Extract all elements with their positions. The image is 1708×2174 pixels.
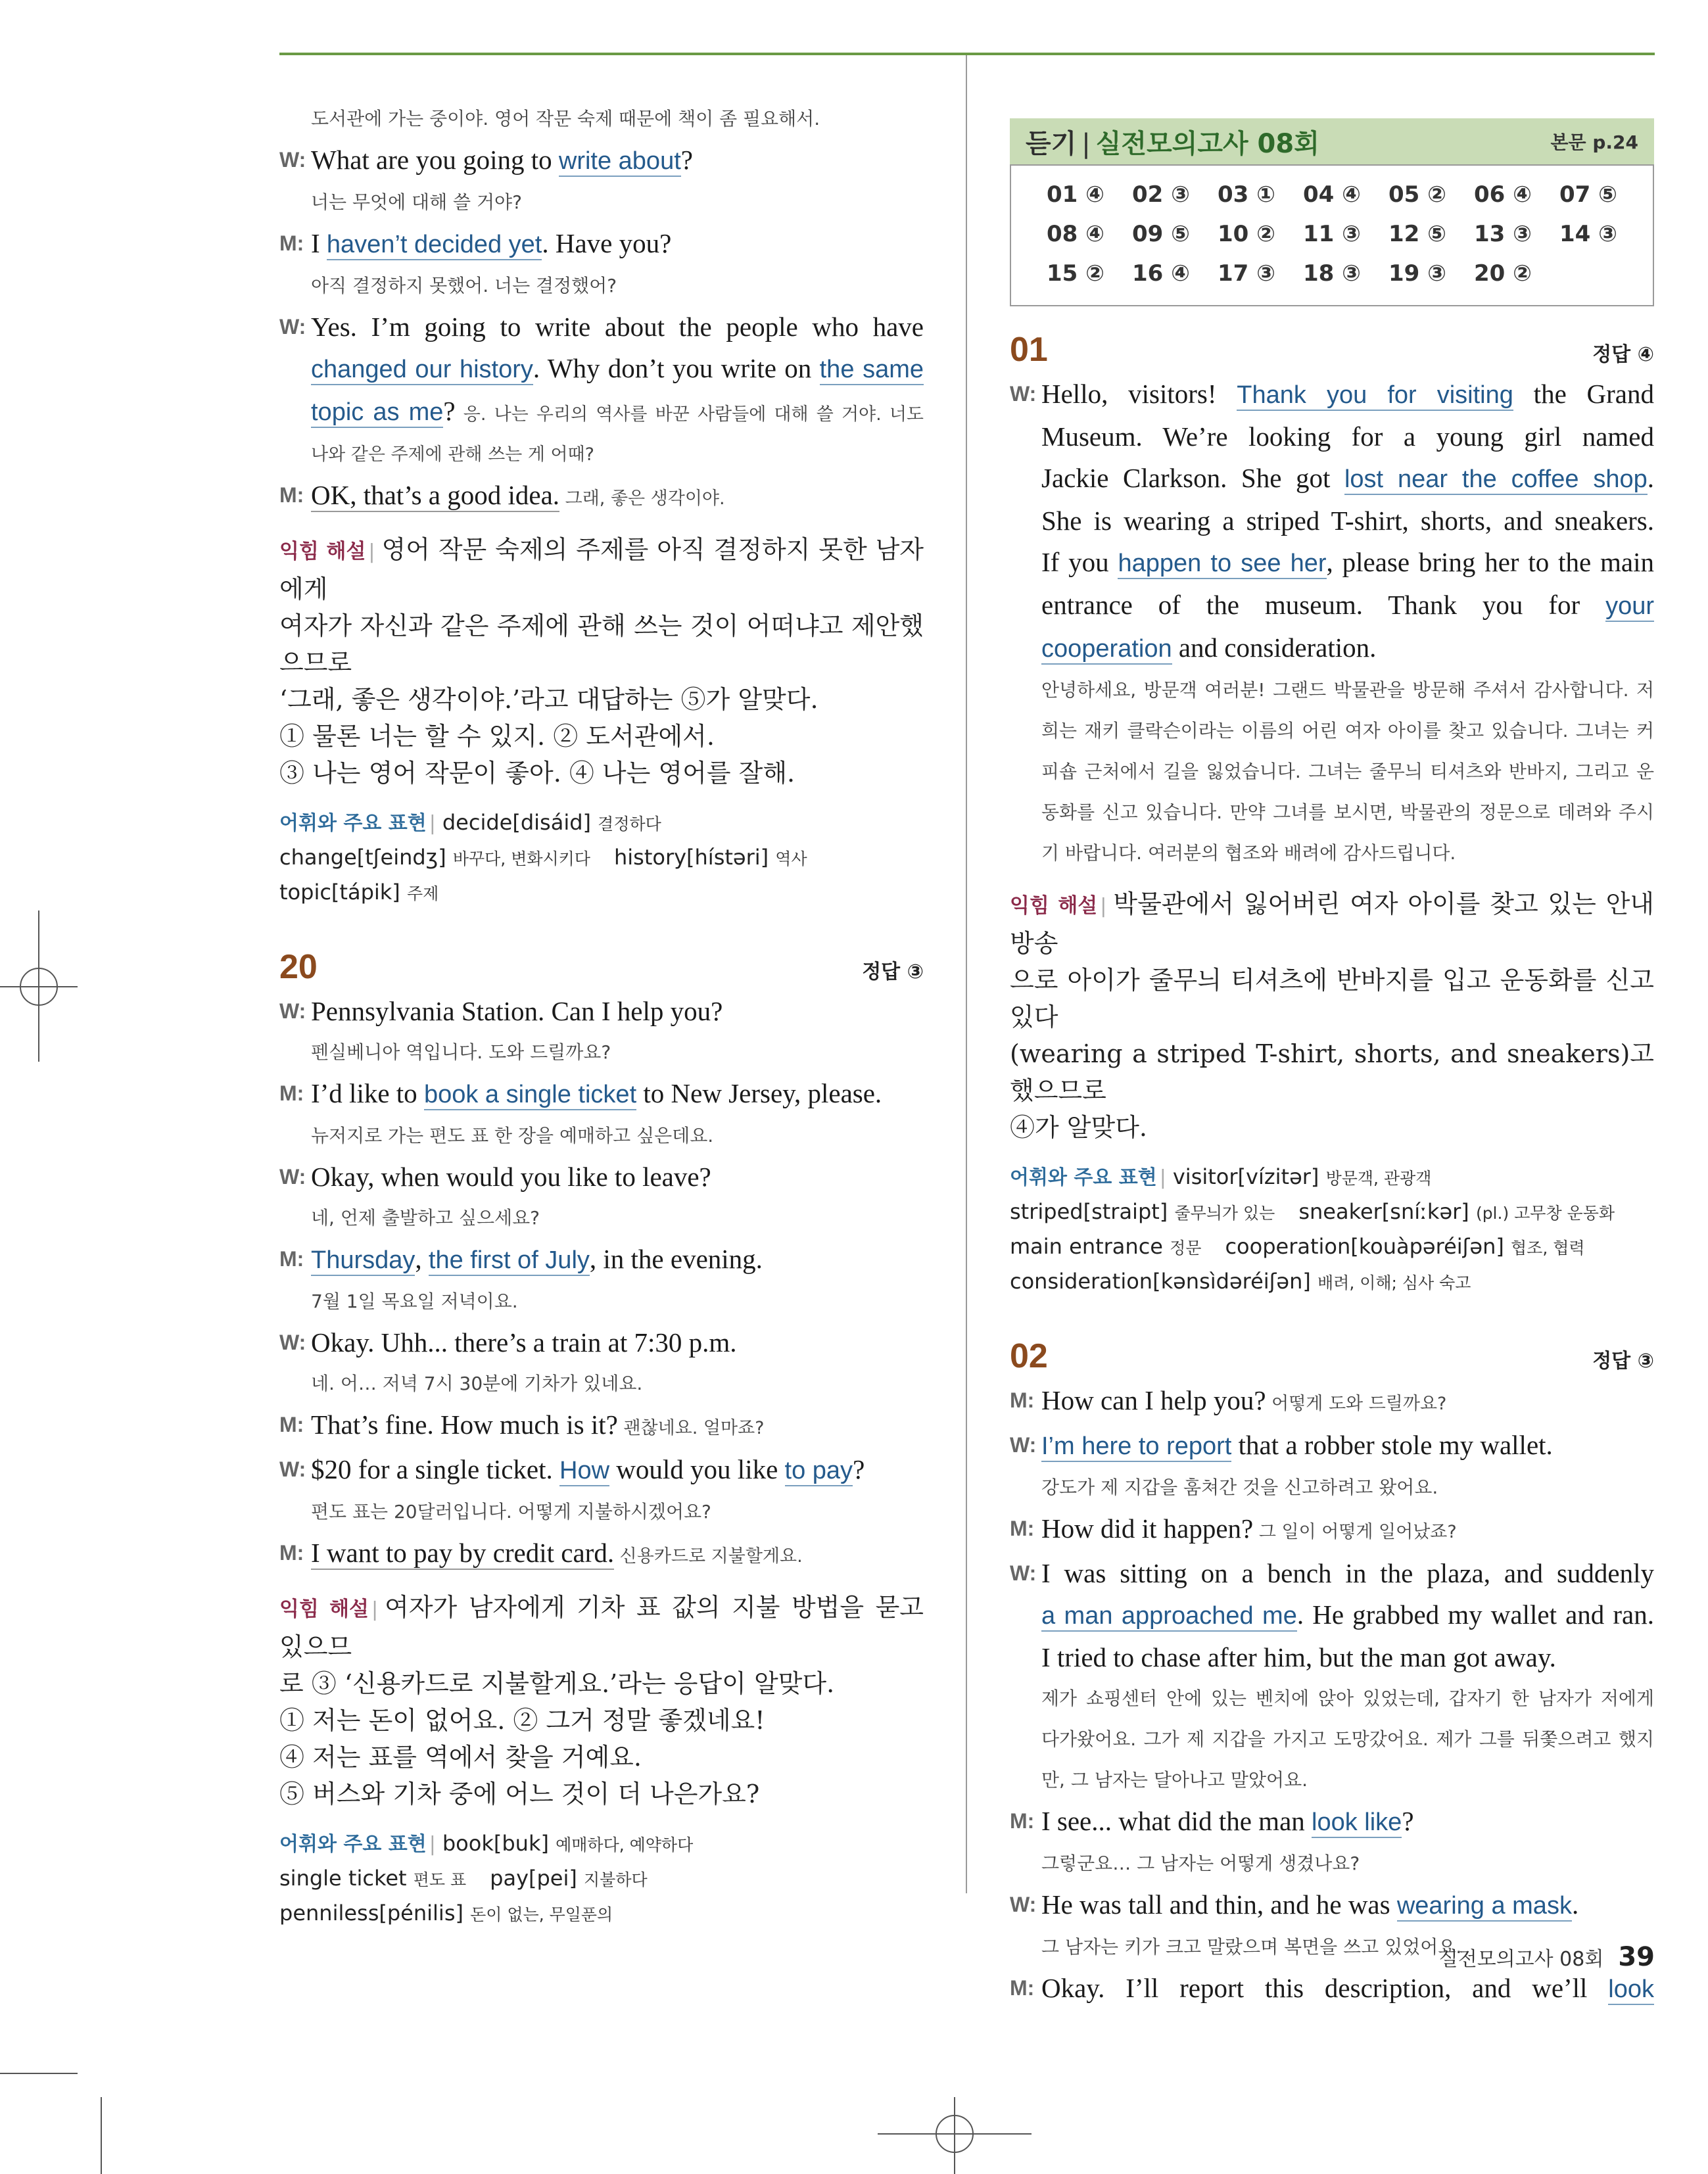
korean-translation: 네, 언제 출발하고 싶으세요? xyxy=(311,1207,540,1229)
korean-translation: 안녕하세요, 방문객 여러분! 그랜드 박물관을 방문해 주셔서 감사합니다. 저 희는 재키 클락슨이라는 이름의 어린 여자 아이를 찾고 있습니다. 그녀는 커 피숍 근처에서 길을 잃었습니다. 그녀는 줄무늬 티셔츠와 반바지, 그리고 운 동화를 신고 있습니다. 만약 그녀를 보시면, 박물관의 정문으로 데려와 주시 기 바랍니다. 여러분의 협조와 배려에 감사드립니다. xyxy=(1041,679,1654,864)
dialogue-turn: W: I was sitting on a bench in the plaza, and suddenly a man approached me. He grabbed my wallet and ran. I tried to chase after him, but the man got away. xyxy=(1010,1553,1654,1678)
explanation-label: 익힘 해설 xyxy=(1010,894,1098,918)
dialogue-turn: M: Thursday, the first of July, in the evening. xyxy=(279,1239,924,1281)
key-phrase: topic as me xyxy=(311,398,443,428)
korean-translation: 네. 어… 저녁 7시 30분에 기차가 있네요. xyxy=(311,1373,643,1394)
answer-key-row xyxy=(1047,254,1653,293)
key-phrase: OK, that’s a good idea. xyxy=(311,480,559,512)
dialogue-turn xyxy=(279,475,924,519)
speaker-label: M: xyxy=(1010,1517,1035,1540)
speaker-label: M: xyxy=(279,483,304,507)
dialogue-turn: M: Okay. I’ll report this description, and we’ll look xyxy=(1010,1968,1654,2010)
speaker-label: M: xyxy=(279,1247,304,1271)
speaker-label: M: xyxy=(1010,1809,1035,1833)
answer-cell: 20 ② xyxy=(1474,260,1532,287)
dialogue-turn: M: How did it happen? 그 일이 어떻게 일어났죠? xyxy=(1010,1508,1654,1553)
korean-translation: 어떻게 도와 드릴까요? xyxy=(1266,1394,1447,1414)
answer-cell: 11 ③ xyxy=(1303,221,1361,247)
korean-translation: 강도가 제 지갑을 훔쳐간 것을 신고하려고 왔어요. xyxy=(1041,1477,1438,1498)
dialogue-turn xyxy=(279,1532,924,1577)
left-column xyxy=(279,99,924,1931)
explanation: 익힘 해설 | 여자가 남자에게 기차 표 값의 지불 방법을 묻고 있으므 로 ③ ‘신용카드로 지불할게요.’라는 응답이 알맞다. ① 저는 돈이 없어요. ② 그거 정말 좋겠네요! ④ 저는 표를 역에서 찾을 거예요. ⑤ 버스와 기차 중에 어느 것이 더 나은가요? xyxy=(279,1593,924,1808)
vocab-label: 어휘와 주요 표현 xyxy=(279,812,427,835)
answer-cell: 13 ③ xyxy=(1474,221,1532,247)
dialogue-turn: M: That’s fine. How much is it? 괜찮네요. 얼마죠? xyxy=(279,1404,924,1449)
key-phrase: I’m here to report xyxy=(1041,1432,1231,1462)
footer-label: 실전모의고사 08회 xyxy=(1438,1948,1604,1971)
speaker-label: M: xyxy=(1010,1976,1035,2000)
speaker-label: M: xyxy=(279,1413,304,1436)
speaker-label: M: xyxy=(279,1541,304,1565)
dialogue-turn: M: I haven’t decided yet. Have you? xyxy=(279,223,924,266)
vocabulary: 어휘와 주요 표현 | book[buk] 예매하다, 예약하다 single ticket 편도 표 pay[pei] 지불하다 penniless[pénilis] 돈이 없는, 무일푼의 xyxy=(279,1831,694,1926)
answer-cell: 18 ③ xyxy=(1303,260,1361,287)
key-phrase: Thank you for visiting xyxy=(1237,381,1513,411)
answer-cell: 14 ③ xyxy=(1559,221,1617,247)
key-phrase: look xyxy=(1608,1975,1654,2005)
page-number: 39 xyxy=(1618,1942,1655,1972)
answer-key-header xyxy=(1010,118,1654,164)
korean-translation: 제가 쇼핑센터 안에 있는 벤치에 앉아 있었는데, 갑자기 한 남자가 저에게 다가왔어요. 그가 제 지갑을 가지고 도망갔어요. 제가 그를 뒤쫓으려고 했지 만, 그 남자는 달아나고 말았어요. xyxy=(1041,1688,1654,1791)
korean-translation: 7월 1일 목요일 저녁이요. xyxy=(311,1290,518,1312)
answer-cell: 10 ② xyxy=(1218,221,1275,247)
explanation-label: 익힘 해설 xyxy=(279,540,366,563)
answer-label: 정답 ③ xyxy=(862,960,924,983)
korean-translation: 도서관에 가는 중이야. 영어 작문 숙제 때문에 책이 좀 필요해서. xyxy=(311,108,820,130)
korean-translation: 아직 결정하지 못했어. 너는 결정했어? xyxy=(311,275,617,296)
key-phrase: I want to pay by credit card. xyxy=(311,1538,614,1570)
answer-cell: 02 ③ xyxy=(1132,181,1190,208)
key-phrase: look like xyxy=(1312,1808,1402,1838)
answer-cell: 04 ④ xyxy=(1303,181,1361,208)
answer-cell: 12 ⑤ xyxy=(1388,221,1446,247)
dialogue-turn: W: Pennsylvania Station. Can I help you? xyxy=(279,991,924,1032)
speaker-label: W: xyxy=(279,999,306,1023)
answer-cell: 15 ② xyxy=(1047,260,1104,287)
speaker-label: W: xyxy=(279,148,306,172)
korean-translation: 괜찮네요. 얼마죠? xyxy=(617,1418,765,1438)
answer-cell: 19 ③ xyxy=(1388,260,1446,287)
speaker-label: W: xyxy=(279,1165,306,1189)
korean-translation: 신용카드로 지불할게요. xyxy=(614,1546,803,1567)
key-phrase: write about xyxy=(559,147,681,177)
dialogue-turn: W: Yes. I’m going to write about the people who have changed our history. Why don’t you write on the same topic as me? 응. 나는 우리의 역사를 바꾼 사람들에 대해 쓸 거야. 너도 나와 같은 주제에 관해 쓰는 게 어때? xyxy=(279,306,924,475)
dialogue-turn: M: How can I help you? 어떻게 도와 드릴까요? xyxy=(1010,1380,1654,1425)
vocabulary: 어휘와 주요 표현 | visitor[vízitər] 방문객, 관광객 striped[straipt] 줄무늬가 있는 sneaker[sníːkər] (pl.) 고무창 운동화 main entrance 정문 cooperation[kouàpəréiʃən] 협조, 협력 consideration[kənsìdəréiʃən] 배려, 이해; 심사 숙고 xyxy=(1010,1164,1615,1294)
speaker-label: M: xyxy=(1010,1388,1035,1412)
dialogue-turn: W: Hello, visitors! Thank you for visiting the Grand Museum. We’re looking for a young girl named Jackie Clarkson. She got lost near the coffee shop. She is wearing a striped T-shirt, shorts, and sneakers. If you happen to see her, please bring her to the main entrance of the museum. Thank you for your cooperation and consideration. xyxy=(1010,373,1654,670)
speaker-label: W: xyxy=(1010,1433,1037,1457)
dialogue-turn: M: I see... what did the man look like? xyxy=(1010,1801,1654,1843)
key-phrase: the same xyxy=(820,356,924,385)
key-phrase: the first of July xyxy=(429,1246,590,1276)
korean-translation: 너는 무엇에 대해 쓸 거야? xyxy=(311,191,522,213)
question-number: 02 xyxy=(1010,1337,1048,1375)
key-phrase: a man approached me xyxy=(1041,1602,1297,1632)
top-rule xyxy=(279,53,1655,55)
speaker-label: W: xyxy=(279,1331,306,1354)
answer-label: 정답 ③ xyxy=(1592,1350,1654,1373)
dialogue-turn: W: Okay. Uhh... there’s a train at 7:30 p.m. xyxy=(279,1322,924,1363)
dialogue-turn: W: I’m here to report that a robber stole my wallet. xyxy=(1010,1425,1654,1467)
korean-translation: 편도 표는 20달러입니다. 어떻게 지불하시겠어요? xyxy=(311,1501,711,1523)
answer-key-page-ref: 본문 p.24 xyxy=(1550,131,1638,153)
speaker-label: W: xyxy=(1010,382,1037,406)
dialogue-turn: W: He was tall and thin, and he was wearing a mask. xyxy=(1010,1884,1654,1927)
dialogue-turn: W: $20 for a single ticket. How would you like to pay? xyxy=(279,1449,924,1492)
key-phrase: haven’t decided yet xyxy=(327,231,542,260)
dialogue-turn: W: What are you going to write about? xyxy=(279,139,924,182)
key-phrase: changed our history xyxy=(311,356,533,385)
question-number: 20 xyxy=(279,948,318,986)
speaker-label: M: xyxy=(279,1081,304,1105)
answer-cell: 06 ④ xyxy=(1474,181,1532,208)
answer-cell: 16 ④ xyxy=(1132,260,1190,287)
column-divider xyxy=(966,55,967,1893)
key-phrase: wearing a mask xyxy=(1397,1892,1572,1922)
explanation: 익힘 해설 | 영어 작문 숙제의 주제를 아직 결정하지 못한 남자에게 여자가 자신과 같은 주제에 관해 쓰는 것이 어떠냐고 제안했으므로 ‘그래, 좋은 생각이야.’라고 대답하는 ⑤가 알맞다. ① 물론 너는 할 수 있지. ② 도서관에서. ③ 나는 영어 작문이 좋아. ④ 나는 영어를 잘해. xyxy=(279,535,924,788)
question-number: 01 xyxy=(1010,331,1048,369)
question-header xyxy=(1010,330,1654,369)
answer-cell: 08 ④ xyxy=(1047,221,1104,247)
speaker-label: W: xyxy=(279,315,306,339)
answer-cell: 05 ② xyxy=(1388,181,1446,208)
page-footer xyxy=(1439,1942,1655,1972)
crop-mark-bottom-left-v xyxy=(101,2097,102,2174)
answer-key-title: 듣기 | 실전모의고사 08회 xyxy=(1026,128,1319,159)
key-phrase: How xyxy=(559,1457,609,1486)
korean-translation: 그 일이 어떻게 일어났죠? xyxy=(1253,1522,1457,1542)
answer-key-grid xyxy=(1010,164,1654,306)
answer-cell: 09 ⑤ xyxy=(1132,221,1190,247)
crop-mark-bottom-left-h xyxy=(0,2073,78,2074)
key-phrase: Thursday xyxy=(311,1246,415,1276)
korean-translation: 나와 같은 주제에 관해 쓰는 게 어때? xyxy=(311,444,594,465)
right-column xyxy=(1010,316,1654,2010)
key-phrase: lost near the coffee shop xyxy=(1344,465,1648,495)
speaker-label: W: xyxy=(1010,1893,1037,1916)
answer-cell: 17 ③ xyxy=(1218,260,1275,287)
key-phrase: your xyxy=(1605,592,1654,622)
question-header xyxy=(279,947,924,987)
key-phrase: to pay xyxy=(785,1457,853,1486)
korean-translation: 뉴저지로 가는 편도 표 한 장을 예매하고 싶은데요. xyxy=(311,1125,714,1146)
korean-translation: 펜실베니아 역입니다. 도와 드릴까요? xyxy=(311,1041,611,1063)
speaker-label: W: xyxy=(279,1457,306,1481)
korean-translation: 그래, 좋은 생각이야. xyxy=(559,488,725,509)
dialogue-turn: W: Okay, when would you like to leave? xyxy=(279,1156,924,1198)
key-phrase: cooperation xyxy=(1041,635,1172,665)
korean-translation: 그렇군요… 그 남자는 어떻게 생겼나요? xyxy=(1041,1853,1360,1874)
question-header xyxy=(1010,1336,1654,1376)
answer-key-row xyxy=(1047,214,1653,254)
speaker-label: W: xyxy=(1010,1561,1037,1585)
key-phrase: happen to see her xyxy=(1118,550,1326,579)
answer-cell: 03 ① xyxy=(1218,181,1275,208)
answer-cell: 07 ⑤ xyxy=(1559,181,1617,208)
reg-mark-bottom-circle xyxy=(936,2115,974,2153)
speaker-label: M: xyxy=(279,231,304,255)
explanation-label: 익힘 해설 xyxy=(279,1597,369,1621)
answer-cell: 01 ④ xyxy=(1047,181,1104,208)
answer-label: 정답 ④ xyxy=(1592,343,1654,366)
reg-mark-left-circle xyxy=(20,968,58,1006)
vocab-label: 어휘와 주요 표현 xyxy=(1010,1166,1157,1189)
korean-translation: 그 남자는 키가 크고 말랐으며 복면을 쓰고 있었어요. xyxy=(1041,1936,1462,1958)
explanation: 익힘 해설 | 박물관에서 잃어버린 여자 아이를 찾고 있는 안내 방송 으로 아이가 줄무늬 티셔츠에 반바지를 입고 운동화를 신고 있다 (wearing a striped T-shirt, shorts, and sneakers)고 했으므로 ④가 알맞다. xyxy=(1010,889,1655,1142)
vocabulary: 어휘와 주요 표현 | decide[disáid] 결정하다 change[tʃeindʒ] 바꾸다, 변화시키다 history[hístəri] 역사 topic[tápik] 주제 xyxy=(279,810,807,905)
key-phrase: book a single ticket xyxy=(424,1081,636,1110)
vocab-label: 어휘와 주요 표현 xyxy=(279,1833,427,1856)
korean-translation: 응. 나는 우리의 역사를 바꾼 사람들에 대해 쓸 거야. 너도 xyxy=(455,404,924,425)
answer-key-row xyxy=(1047,175,1653,214)
dialogue-turn: M: I’d like to book a single ticket to New Jersey, please. xyxy=(279,1073,924,1116)
